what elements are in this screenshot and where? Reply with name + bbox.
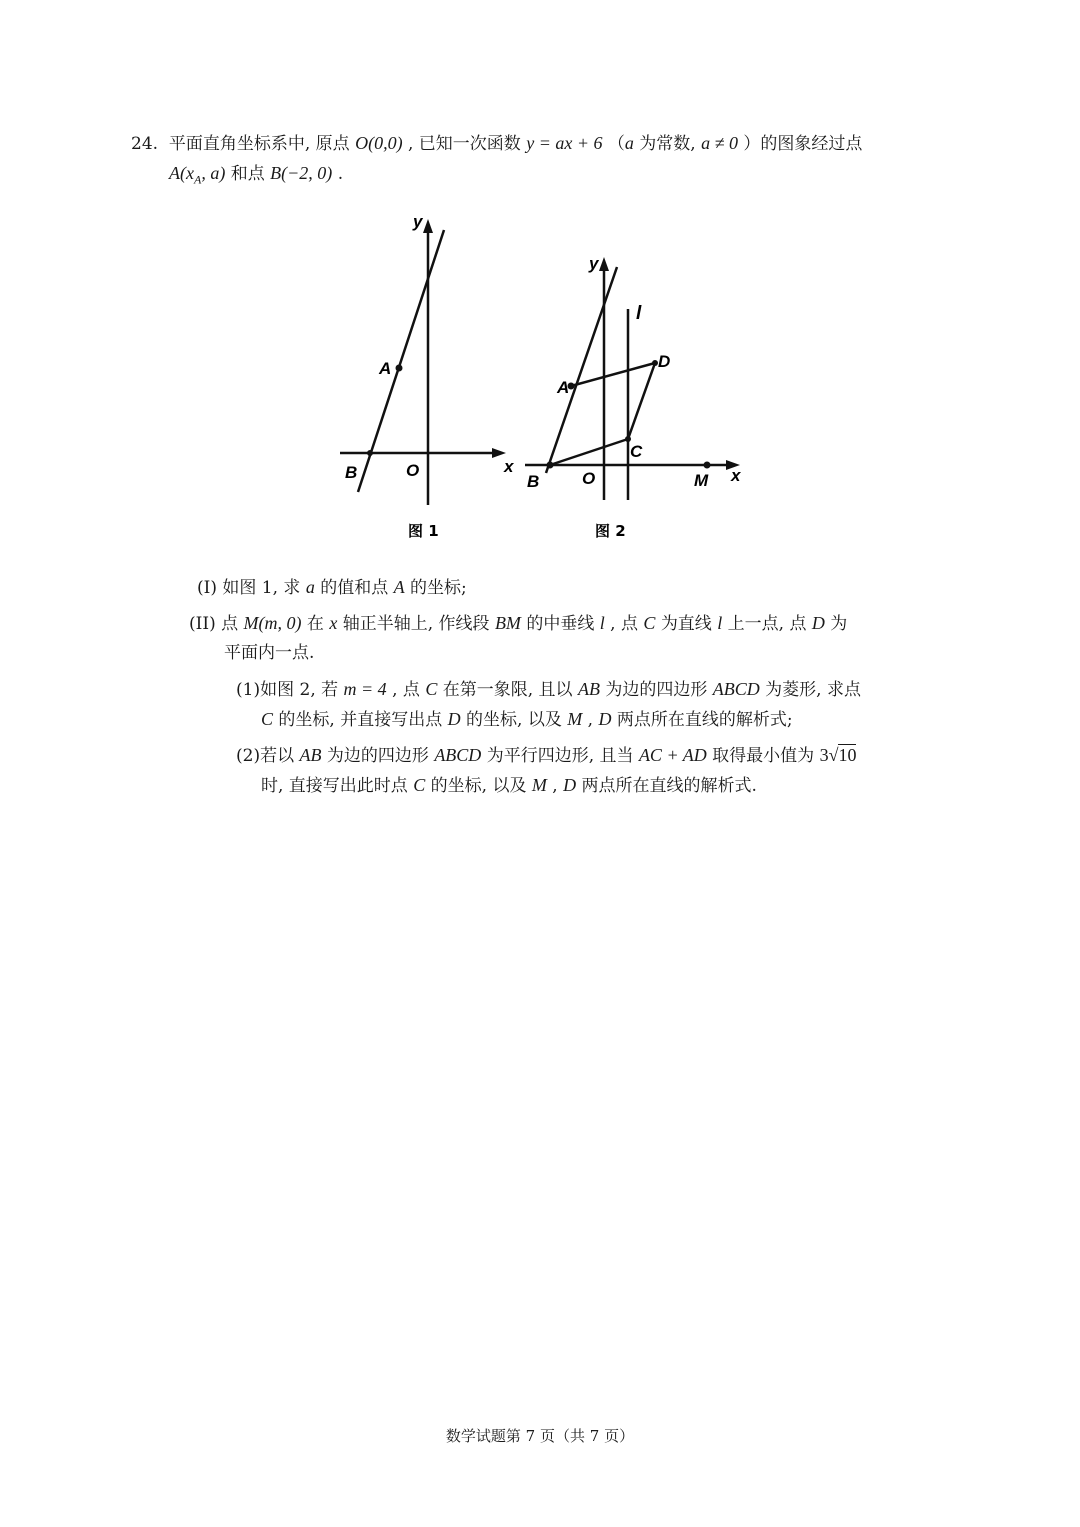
sub-text: 若以 <box>260 746 295 766</box>
math-var: l <box>717 613 723 633</box>
part-text: 上一点, 点 <box>727 614 807 634</box>
page-footer: 数学试题第 7 页（共 7 页） <box>445 1427 635 1445</box>
fig2-side-dc <box>628 363 655 439</box>
math-var: C <box>413 775 426 795</box>
sub-text: , <box>587 710 594 730</box>
sub-text: 为平行四边形, 且当 <box>486 746 634 766</box>
sub-text: 为边的四边形 <box>605 680 708 700</box>
part-text: , 点 <box>610 614 638 634</box>
question-text: , 已知一次函数 <box>407 134 521 154</box>
figures <box>320 205 760 550</box>
fig2-line-ab <box>546 267 617 473</box>
sub-text: , <box>552 776 558 796</box>
part-text: 的值和点 <box>320 578 389 598</box>
fig2-label-a: A <box>557 378 570 397</box>
part-text: 轴正半轴上, 作线段 <box>342 614 490 634</box>
fig2-label-y: y <box>589 254 599 273</box>
sub-text: 如图 2, 若 <box>260 680 339 700</box>
part-text: 在 <box>306 614 324 634</box>
fig2-label-o: O <box>582 469 596 488</box>
question-line-1 <box>131 131 862 156</box>
paren: ） <box>743 134 761 154</box>
math-var: a <box>305 577 315 597</box>
part-text: 点 <box>221 614 239 634</box>
fig2-label-c: C <box>630 442 643 461</box>
fig2-label-x: x <box>731 466 741 485</box>
fig1-y-arrow <box>423 219 433 233</box>
part-text: 如图 1, 求 <box>222 578 301 598</box>
fig1-label-y: y <box>413 212 423 231</box>
fig1-caption: 图 1 <box>408 522 439 540</box>
part2-line-1 <box>189 611 847 636</box>
math-var: BM <box>494 613 521 633</box>
part-text: 的中垂线 <box>526 614 595 634</box>
sub-text: 时, 直接写出此时点 <box>261 776 408 796</box>
sub-text: 的坐标, 以及 <box>466 710 562 730</box>
math-var: D <box>811 613 825 633</box>
fig1-label-o: O <box>406 461 420 480</box>
part-label: (II) <box>189 614 216 634</box>
question-text: 的图象经过点 <box>760 134 863 154</box>
math-var: C <box>643 613 656 633</box>
part-text: 为直线 <box>660 614 712 634</box>
sub-label: (2) <box>236 746 261 766</box>
fig2-label-l: l <box>636 303 642 324</box>
question-text: 和点 <box>230 164 265 184</box>
part-text: 平面内一点. <box>224 643 315 663</box>
math-var: D <box>447 709 461 729</box>
math-point-b: B(−2, 0) <box>270 163 333 183</box>
sub1-line-1 <box>236 677 861 702</box>
math-var: C <box>425 679 438 699</box>
math-sqrt: 3√10 <box>819 745 857 765</box>
figure-1 <box>340 219 506 505</box>
sub2-line-1 <box>236 743 856 768</box>
math-var: C <box>261 709 274 729</box>
fig1-point-a <box>396 365 403 372</box>
math-var: ABCD <box>712 679 760 699</box>
math-var: A <box>393 577 405 597</box>
paren: （ <box>607 134 625 154</box>
math-condition: a ≠ 0 <box>701 133 738 153</box>
fig1-point-b <box>367 450 373 456</box>
sub-text: 的坐标, 并直接写出点 <box>278 710 443 730</box>
math-var: l <box>599 613 605 633</box>
fig2-y-arrow <box>599 257 609 271</box>
fig2-point-m <box>704 462 711 469</box>
question-line-2 <box>169 161 343 192</box>
fig2-side-bc <box>550 439 628 465</box>
sub-text: 为菱形, 求点 <box>765 680 861 700</box>
question-number: 24. <box>131 134 159 154</box>
math-var: M <box>531 775 547 795</box>
sub2-line-2 <box>261 773 757 798</box>
sub-text: 取得最小值为 <box>712 746 815 766</box>
fig1-label-b: B <box>345 463 358 482</box>
math-var: a <box>624 133 634 153</box>
math-var: D <box>563 775 577 795</box>
sub-text: 两点所在直线的解析式. <box>581 776 757 796</box>
math-var: x <box>329 613 338 633</box>
math-point-a: $A(x_A$, a) <box>169 163 226 187</box>
sub1-line-2 <box>261 707 793 732</box>
sub-label: (1) <box>236 680 261 700</box>
fig2-label-m: M <box>694 471 709 490</box>
sub-text: 为边的四边形 <box>326 746 429 766</box>
math-condition: m = 4 <box>343 679 387 699</box>
sub-text: 的坐标, 以及 <box>430 776 527 796</box>
fig2-label-d: D <box>658 352 671 371</box>
period: . <box>337 164 344 184</box>
part2-line-2 <box>224 641 314 665</box>
math-point: M(m, 0) <box>243 613 302 633</box>
math-var: D <box>598 709 612 729</box>
question-text: 为常数, <box>639 134 696 154</box>
fig1-label-a: A <box>379 359 392 378</box>
part-text: 的坐标; <box>410 578 467 598</box>
math-var: M <box>567 709 583 729</box>
part-label: (I) <box>197 578 217 598</box>
part-text: 为 <box>830 614 848 634</box>
fig2-label-b: B <box>527 472 540 491</box>
sub-text: , 点 <box>392 680 420 700</box>
question-text: 平面直角坐标系中, 原点 <box>168 134 350 154</box>
part1-line <box>197 575 467 600</box>
fig2-point-b <box>547 462 554 469</box>
math-expression: AC + AD <box>638 745 707 765</box>
fig1-label-x: x <box>504 457 514 476</box>
math-origin: O(0,0) <box>355 133 403 153</box>
math-var: ABCD <box>434 745 482 765</box>
fig2-caption: 图 2 <box>595 522 626 540</box>
math-var: AB <box>577 679 600 699</box>
math-function: y = ax + 6 <box>526 133 603 153</box>
sub-text: 在第一象限, 且以 <box>442 680 573 700</box>
sub-text: 两点所在直线的解析式; <box>616 710 793 730</box>
math-var: AB <box>299 745 322 765</box>
